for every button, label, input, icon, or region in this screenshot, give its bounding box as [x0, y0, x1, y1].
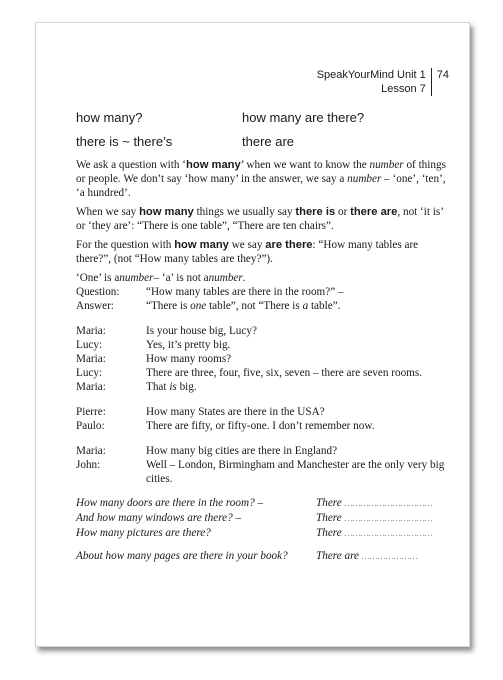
answer-blank[interactable]: …………………………… — [344, 498, 433, 508]
heading-how-many-are-there: how many are there? — [242, 110, 365, 125]
page-number: 74 — [431, 68, 449, 96]
number-note: ‘One’ is a number – ‘a’ is not a number . Question: “How many tables are there in the room?” – Answer: “There is one table”, not “There is a table”. — [76, 271, 451, 313]
heading-row-1 — [76, 110, 451, 125]
dialogue-3: Maria: How many big cities are there in England? John: Well – London, Birmingham and Manchester are the only very big cities. — [76, 445, 445, 485]
heading-row-2 — [76, 134, 451, 149]
answer-line: Answer: “There is one table”, not “There is a table”. — [76, 300, 341, 312]
answer-blank[interactable]: ………………… — [361, 551, 418, 561]
exercise-block — [76, 496, 451, 564]
book-page — [35, 22, 470, 647]
dialogue-2: Pierre: How many States are there in the USA? Paulo: There are fifty, or fifty-one. I don’t remember now. — [76, 406, 375, 432]
exercise-item: And how many windows are there? – There …………………………… — [76, 512, 433, 524]
paragraph-2: When we say how many things we usually say there is or there are, not ‘it is’ or ‘they are’: “There is one table”, “There are ten chairs”. — [76, 206, 444, 232]
page-content — [76, 110, 451, 564]
exercise-item: About how many pages are there in your book? There are ………………… — [76, 550, 418, 562]
paragraph-1: We ask a question with ‘how many’ when we want to know the number of things or people. We don’t say ‘how many’ in the answer, we say a number – ‘one’, ‘ten’, ‘a hundred’. — [76, 159, 446, 199]
unit-title: SpeakYourMind Unit 1 — [316, 69, 426, 81]
answer-blank[interactable]: …………………………… — [344, 513, 433, 523]
answer-blank[interactable]: …………………………… — [344, 528, 433, 538]
lesson-title: Lesson 7 — [381, 83, 426, 95]
exercise-item: How many doors are there in the room? – There …………………………… — [76, 497, 433, 509]
dialogue-1: Maria: Is your house big, Lucy? Lucy: Yes, it’s pretty big. Maria: How many rooms? Lucy: There are three, four, five, six, seven – there are seven rooms. Maria: That is big. — [76, 325, 423, 393]
page-header — [317, 68, 449, 96]
heading-there-is: there is ~ there’s — [76, 134, 173, 149]
heading-how-many: how many? — [76, 110, 143, 125]
question-line: Question: “How many tables are there in the room?” – — [76, 286, 344, 298]
exercise-item: How many pictures are there? There …………………………… — [76, 527, 433, 539]
heading-there-are: there are — [242, 134, 295, 149]
paragraph-3: For the question with how many we say are there: “How many tables are there?”, (not “How many tables are they?”). — [76, 239, 419, 265]
